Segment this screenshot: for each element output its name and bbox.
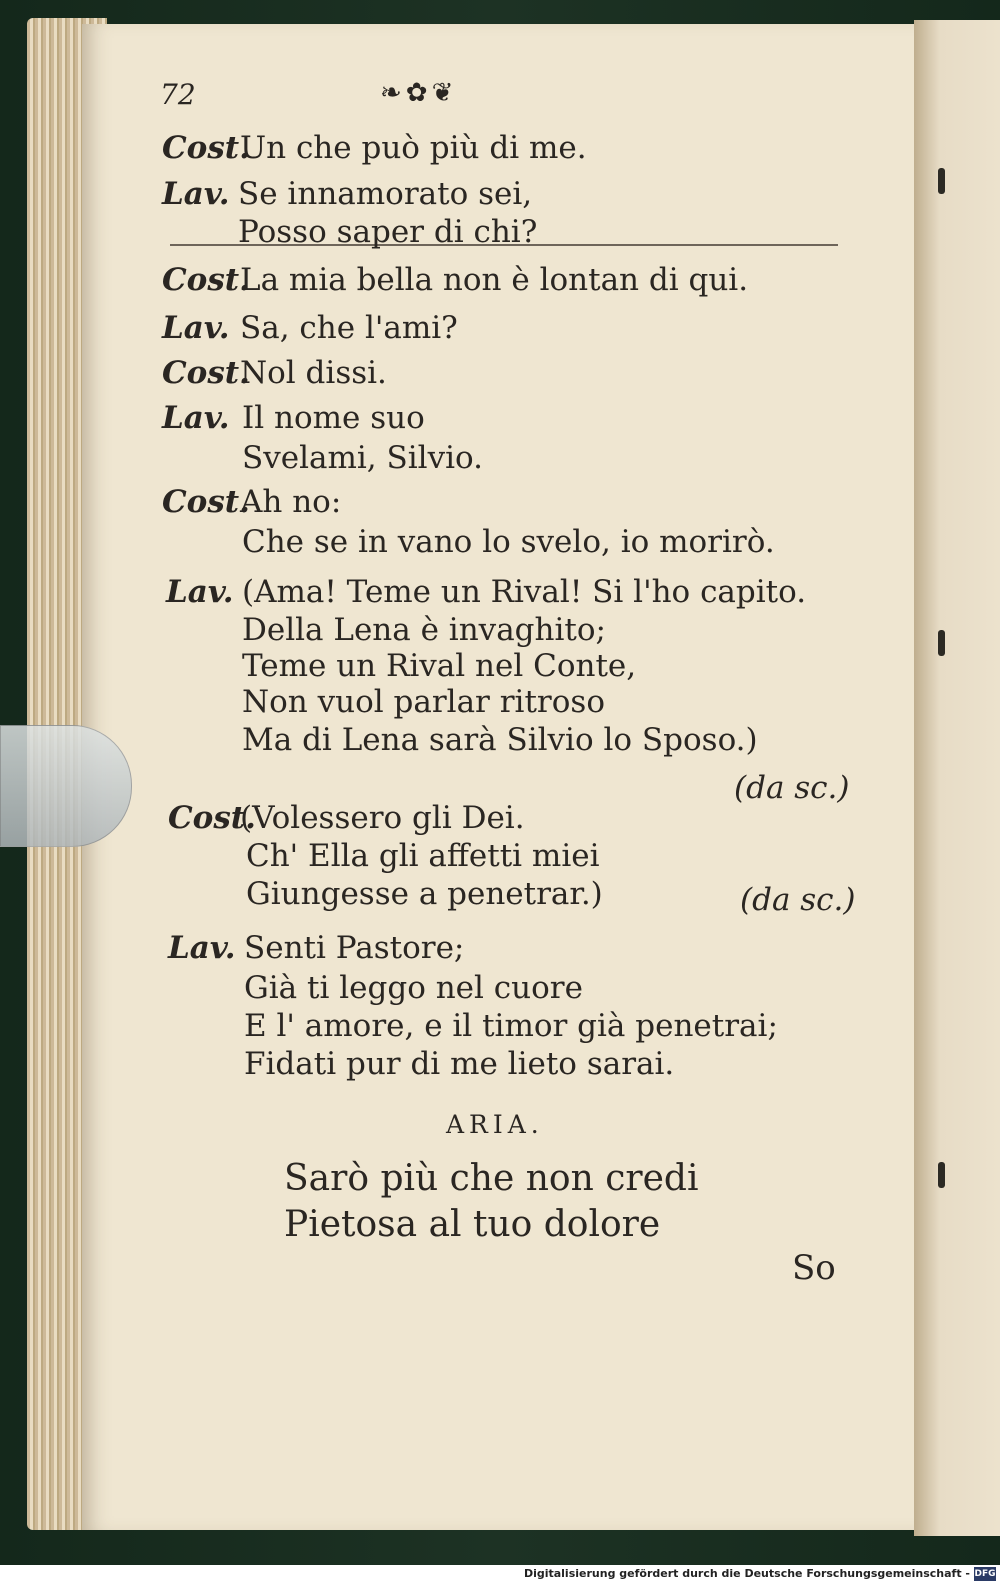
dialogue-text: Della Lena è invaghito; [242, 612, 606, 648]
dialogue-text: Se innamorato sei, [238, 176, 533, 212]
dialogue-text: Ma di Lena sarà Silvio lo Sposo.) [242, 722, 758, 758]
aria-heading: ARIA. [446, 1110, 544, 1139]
dialogue-text: Ch' Ella gli affetti miei [246, 838, 600, 874]
dialogue-text: Teme un Rival nel Conte, [242, 648, 637, 684]
dialogue-text: Svelami, Silvio. [242, 440, 483, 476]
stage-direction: (da sc.) [734, 770, 850, 806]
dialogue-text: E l' amore, e il timor già penetrai; [244, 1008, 778, 1044]
aria-line: Sarò più che non credi [284, 1158, 699, 1199]
binding-mark [938, 1162, 945, 1188]
dialogue-text: Che se in vano lo svelo, io morirò. [242, 524, 775, 560]
dialogue-line: Lav. [166, 574, 234, 610]
stage-direction: (da sc.) [740, 882, 856, 918]
aria-line: Pietosa al tuo dolore [284, 1204, 661, 1245]
dialogue-text: Ah no: [240, 484, 342, 520]
page-clip [0, 725, 132, 847]
dialogue-text: Un che può più di me. [240, 130, 587, 166]
binding-mark [938, 168, 945, 194]
dialogue-text: Sa, che l'ami? [240, 310, 458, 346]
dialogue-text: Già ti leggo nel cuore [244, 970, 583, 1006]
dialogue-line: Lav. [162, 400, 230, 436]
dialogue-line: Cost. [162, 355, 250, 391]
dialogue-text: Posso saper di chi? [238, 214, 538, 250]
dialogue-text: (Volessero gli Dei. [240, 800, 525, 836]
dialogue-line: Cost. [162, 484, 250, 520]
dialogue-line: Cost. [162, 262, 250, 298]
dialogue-text: Fidati pur di me lieto sarai. [244, 1046, 675, 1082]
footer-credit: Digitalisierung gefördert durch die Deutsche Forschungsgemeinschaft - [523, 1567, 970, 1580]
dialogue-text: Non vuol parlar ritroso [242, 684, 605, 720]
dialogue-line: Lav. [162, 176, 230, 212]
binding-mark [938, 630, 945, 656]
dialogue-line: Cost. [168, 800, 256, 836]
facing-page-edge [914, 20, 1000, 1536]
dialogue-text: Nol dissi. [240, 355, 387, 391]
dialogue-text: Senti Pastore; [244, 930, 465, 966]
dialogue-line: Lav. [168, 930, 236, 966]
page-number: 72 [160, 78, 196, 111]
catchword: So [792, 1248, 836, 1288]
dialogue-text: La mia bella non è lontan di qui. [240, 262, 749, 298]
dialogue-text: (Ama! Teme un Rival! Si l'ho capito. [242, 574, 807, 610]
dfg-logo: DFG [974, 1569, 996, 1579]
dialogue-text: Il nome suo [242, 400, 425, 436]
dialogue-line: Lav. [162, 310, 230, 346]
dialogue-line: Cost. [162, 130, 250, 166]
dialogue-text: Giungesse a penetrar.) [246, 876, 603, 912]
ornament-header: ❧✿❦ [380, 78, 458, 108]
